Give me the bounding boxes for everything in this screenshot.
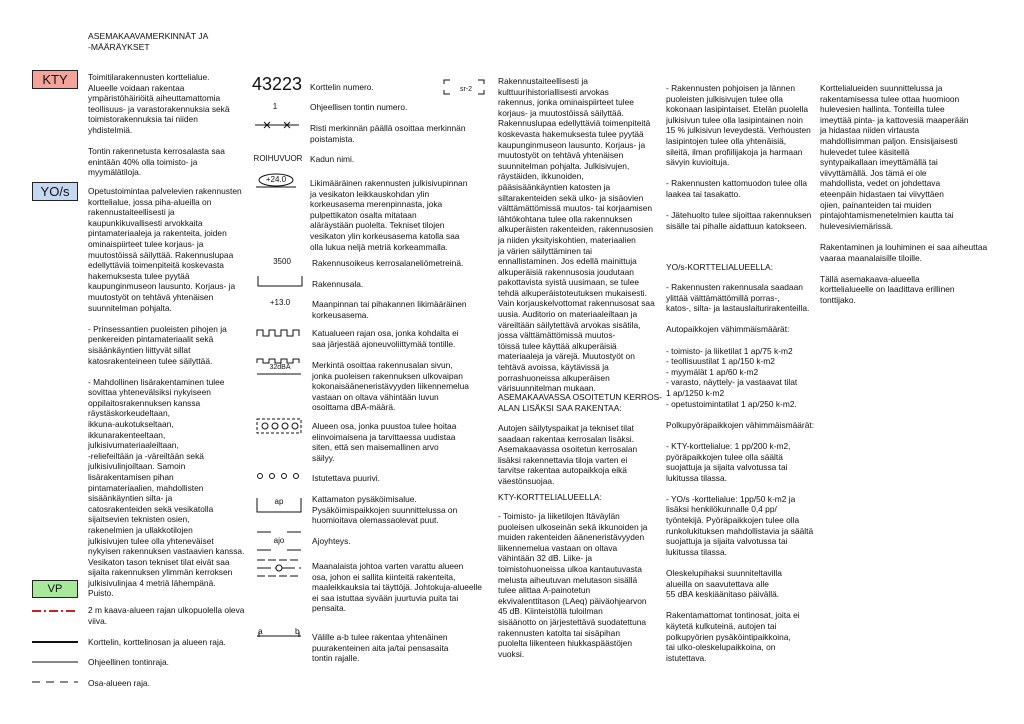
plot-number-text: Ohjeellisen tontin numero. — [310, 102, 408, 112]
sr2-text: Rakennustaiteellisesti ja kulttuurihistoriallisesti arvokas rakennus, jonka ominaispiirteet tulee korjaus- ja muutostöissä säilyttää. Rakennuslupaa edellyttäviä toimenpiteitä koskevasta hakemuksesta tulee pyytää kaupunginmuseon lausunto. Korjaus- ja muutostyöt on tehtävä yhtenäisen suunnitelman pohjalta. Julkisivujen, räystäiden, ikkunoiden, pääsisäänkäyntien katosten ja siltarakenteiden sekä ulko- ja sisäovien välttämättömissä muutos- tai korjaamisen lähtökohtana tulee olla rakennuksen alkuperäisten rakenteiden, rakennusosien ja niiden yksityiskohtien, materiaalien ja värien säilyttäminen tai ennallistaminen. Jos edellä mainittuja alkuperäisiä rakennusosia joudutaan pakottavista syistä uusimaan, se tulee tehdä alkuperäistoteutuksen mukaisesti. Vain korjauskelvottomat rakennusosat saa uusia. Auditorio on materiaaleiltaan ja väreiltään säilytettävä arvokas sisätila, jossa välttämättömissä muutos- töissä tulee käyttää alkuperäisiä materiaaleja ja värejä. Muutostyöt on tehtävä avoissa, käytävissä ja porrashuoneissa alkuperäisen värisuunnitelman mukaan. — [498, 76, 655, 394]
block-number-symbol: 43223 — [252, 74, 303, 94]
kty-block-text: - Toimisto- ja liiketilojen Itäväylän puoleisen ulkoseinän sekä ikkunoiden ja muiden rakenteiden ääneneristävyyden liikennemelua vastaan on oltava vähintään 32 dB. Liike- ja toimistohuoneissa ulkoa kantautuvasta melusta aiheutuvan melutason sisällä tulee alittaa A-painotetun ekvivalenttitason (LAeq) päiväohjearvon 45 dB. Kiinteistöllä tuloilman sisäänotto on järjestettävä suodatettuna rakennusten katolta tai sisäpihan puolelta liikenteen hiukkaspäästöjen vuoksi. — [498, 511, 648, 659]
zone-text-kty: Toimitilarakennusten korttelialue. Alueelle voidaan rakentaa ympäristöhäiriöitä aiheuttamattomia teollisuus- ja varastorakennuksia sekä toimistorakennuksia tai niiden yhdistelmiä. Tontin rakennetusta kerrosalasta saa enintään 40% olla toimisto- ja myymälätiloja. — [88, 72, 230, 178]
line-text-outside-boundary: 2 m kaava-alueen rajan ulkopuolella oleva viiva. — [88, 605, 245, 626]
ab-line-label-a: a — [258, 626, 263, 636]
zone-badge-kty: KTY — [32, 70, 78, 89]
line-symbol-outside-boundary — [32, 609, 78, 613]
trees-area-text: Alueen osa, jonka puustoa tulee hoitaa elinvoimaisena ja tarvittaessa uudistaa siten, että sen maisemallinen arvo säilyy. — [312, 421, 457, 463]
yos-block-text: - Rakennusten rakennusala saadaan ylittää välttämättömillä porras-, katos-, silta- ja lastauslaiturirakenteilla. Autopaikkojen vähimmäismäärät: - toimisto- ja liiketilat 1 ap/75 k-m2 - teollisuustilat 1 ap/150 k-m2 - myymälät 1 ap/60 k-m2 - varasto, näyttely- ja vastaavat tilat 1 ap/1250 k-m2 - opetustoimintatilat 1 ap/250 k-m2. Polkupyöräpaikkojen vähimmäismäärät: - KTY-korttelialue: 1 pp/200 k-m2, pyöräpaikkojen tulee olla säältä suojattuja ja sijaita valvotussa tai lukitussa tilassa. - YO/s -korttelialue: 1pp/50 k-m2 ja lisäksi henkilökunnalle 0,4 pp/ työntekijä. Pyöräpaikkojen tulee olla runkolukituksen mahdollistavia ja säältä suojattuja ja sijaita valvotussa tai lukitussa tilassa. Oleskelupihaksi suunniteltavilla alueilla on saavutettava alle 55 dBA keskiäänitaso päivällä. Rakentamattomat tontinosat, joita ei käytetä kulkuteinä, autojen tai polkupyörien pysäköintipaikkoina, tai ulko-oleskelupaikkoina, on istutettava. — [666, 282, 815, 663]
drive-symbol: ajo — [273, 536, 285, 545]
stormwater-text: Korttelialueiden suunnittelussa ja rakentamisessa tulee ottaa huomioon hulevesien hallinta. Tonteilla tulee imeyttää pinta- ja kattovesiä maaperään ja hidastaa niiden virtausta mahdollisimman paljon. Ensisijaisesti hulevedet tulee käsitellä syntypaikallaan imeyttämällä tai viivyttämällä. Jos tämä ei ole mahdollista, vedet on johdettava eteenpäin hidastaen tai viivyttäen ojien, painanteiden tai muiden pintajohtamismenetelmien kautta tai hulevesiviemärissä. Rakentaminen ja louhiminen ei saa aiheuttaa vaaraa maanalaisille tiloille. Tällä asemakaava-alueella korttelialueelle on laadittava erillinen tonttijako. — [820, 83, 988, 305]
noise-symbol: 32dBA — [269, 364, 291, 371]
street-name-symbol: ROIHUVUOR — [253, 154, 303, 163]
legend-title: ASEMAKAAVAMERKINNÄT JA -MÄÄRÄYKSET — [88, 31, 209, 52]
yos-block-heading: YO/s-KORTTELIALUEELLA: — [666, 262, 773, 272]
plot-number-symbol: 1 — [272, 102, 278, 111]
cross-line-symbol — [255, 120, 299, 130]
pipe-text: Maanalaista johtoa varten varattu alueen osa, johon ei sallita kiinteitä rakenteita, maaleikkauksia tai täyttöjä. Johtokuja-alueelle ei saa istuttaa syvään juurtuvia puita tai pensaita. — [312, 561, 482, 614]
floor-area-symbol: 3500 — [273, 257, 291, 266]
zone-text-yos: Opetustoimintaa palvelevien rakennusten korttelialue, jossa piha-alueilla on rakennustaiteellisesti ja kaupunkikuvallisesti arvokkaita pintamateriaaleja ja rakenteita, joiden ominaispiirteet tulee korjaus- ja muutostöissä säilyttää. Rakennuslupaa edellyttäviä toimenpiteitä koskevasta hakemuksesta tulee pyytää kaupunginmuseon lausunto. Korjaus- ja muutostyöt on tehtävä yhtenäisen suunnitelman pohjalta. - Prinsessantien puoleisten pihojen ja penkereiden pintamateriaalit sekä sisäänkäyntien liittyvät sillat katosrakenteineen tulee säilyttää. - Mahdollinen lisärakentaminen tulee sovittaa yhtenevälsiksi nykyiseen oppilaitosrakennuksen kanssa räystäskorkeudeltaan, ikkuna-aukotukseltaan, ikkunarakenteeltaan, julkisivumateriaaleiltaan, -reliefeiltään ja -väreiltään sekä julkisivulinjoiltaan. Samoin lisärakentamisen pihan pintamateriaalien, mahdollisten sisäänkäyntien silta- ja catosrakenteiden sekä vesikatolla sijaitsevien teknisten osien, rakenelmien ja ullakkotilojen julkisivujen tulee olla yhteneväiset nykyisen rakennuksen vastaavien kanssa. Vesikaton tason tekniset tilat eivät saa sijaita rakennuksen ylimmän kerroksen julkisivulinjaa 4 metriä lähempänä. — [88, 186, 245, 588]
zone-badge-vp: VP — [32, 580, 78, 598]
line-symbol-subarea-boundary — [32, 680, 78, 684]
building-area-text: Rakennusala. — [312, 279, 364, 289]
kty-facade-text: - Rakennusten pohjoisen ja lännen puoleisten julkisivujen tulee olla kokonaan lasipintaiset. Etelän puolella julkisivun tulee olla lasipintainen noin 15 % julkisivun leveydestä. Verhousten lasipintojen tulee olla yhtenäisiä, sileitä, ilman profiilijakoja ja harmaan sävyin kuvioituja. - Rakennusten kattomuodon tulee olla laakea tai tasakatto. - Jätehuolto tulee sijoittaa rakennuksen sisälle tai pihalle aidattuun katokseen. — [666, 83, 812, 231]
street-facade-text: Katualueen rajan osa, jonka kohdalta ei saa järjestää ajoneuvoliittymää tontille. — [312, 328, 459, 349]
zone-text-vp: Puisto. — [88, 588, 114, 598]
floor-area-text: Rakennusoikeus kerrosalaneliömetreinä. — [312, 258, 464, 268]
cross-line-text: Risti merkinnän päällä osoittaa merkinnän poistamista. — [310, 123, 466, 144]
zone-badge-yos: YO/s — [32, 182, 78, 201]
building-area-symbol — [258, 276, 302, 288]
parking-text: Kattamaton pysäköimisalue. Pysäköimispaikkojen suunnittelussa on huomioitava olemassaolevat puut. — [312, 494, 458, 526]
kty-block-heading: KTY-KORTTELIALUEELLA: — [498, 492, 602, 502]
line-text-subarea-boundary: Osa-alueen raja. — [88, 678, 150, 688]
tree-row-symbol — [256, 472, 302, 480]
line-symbol-block-boundary — [32, 640, 78, 644]
height-text: Likimääräinen rakennusten julkisivupinnan ja vesikaton leikkauskohdan ylin korkeusasema merenpinnasta, joka pulpettikaton osalta mitataan aläräystään puolelta. Tekniset tilojen vesikaton ylin korkeusasema katolla saa olla lukua neljä metriä korkeammalla. — [310, 178, 468, 252]
drive-text: Ajoyhteys. — [312, 536, 351, 546]
line-symbol-plot-boundary — [32, 660, 78, 664]
noise-text: Merkintä osoittaa rakennusalan sivun, jonka puoleisen rakennuksen ulkovaipan kokonaisääneneristävyyden liikennemelua vastaan on oltava vähintään luvun osoittama dBA-määrä. — [312, 360, 469, 413]
street-facade-symbol — [257, 328, 301, 338]
pipe-symbol — [257, 558, 301, 578]
extra-floor-area-text: Autojen säilytyspaikat ja tekniset tilat saadaan rakentaa kerrosalan lisäksi. Asemakaavassa osoitetun kerrosalan lisäksi rakennettavia tiloja varten ei tarvitse rakentaa autopaikkoja eikä väestönsuojaa. — [498, 423, 638, 486]
ab-line-text: Välille a-b tulee rakentaa yhtenäinen puurakenteinen aita ja/tai pensasaita tontin rajalle. — [312, 632, 449, 664]
parking-symbol: ap — [274, 497, 284, 506]
tree-row-text: Istutettava puurivi. — [312, 473, 380, 483]
sr2-symbol: sr-2 — [459, 86, 473, 93]
line-text-plot-boundary: Ohjeellinen tontinraja. — [88, 657, 170, 667]
height-symbol: +24.0 — [265, 175, 287, 184]
yard-height-text: Maanpinnan tai pihakannen likimääräinen korkeusasema. — [312, 299, 467, 320]
extra-floor-area-heading: ASEMAKAAVASSA OSOITETUN KERROS- ALAN LISÄKSI SAA RAKENTAA: — [498, 392, 662, 413]
trees-area-symbol — [257, 418, 301, 434]
yard-height-symbol: +13.0 — [269, 298, 291, 307]
line-text-block-boundary: Korttelin, korttelinosan ja alueen raja. — [88, 637, 226, 647]
street-name-text: Kadun nimi. — [310, 154, 355, 164]
ab-line-label-b: b — [295, 626, 300, 636]
block-number-text: Korttelin numero. — [310, 82, 374, 92]
